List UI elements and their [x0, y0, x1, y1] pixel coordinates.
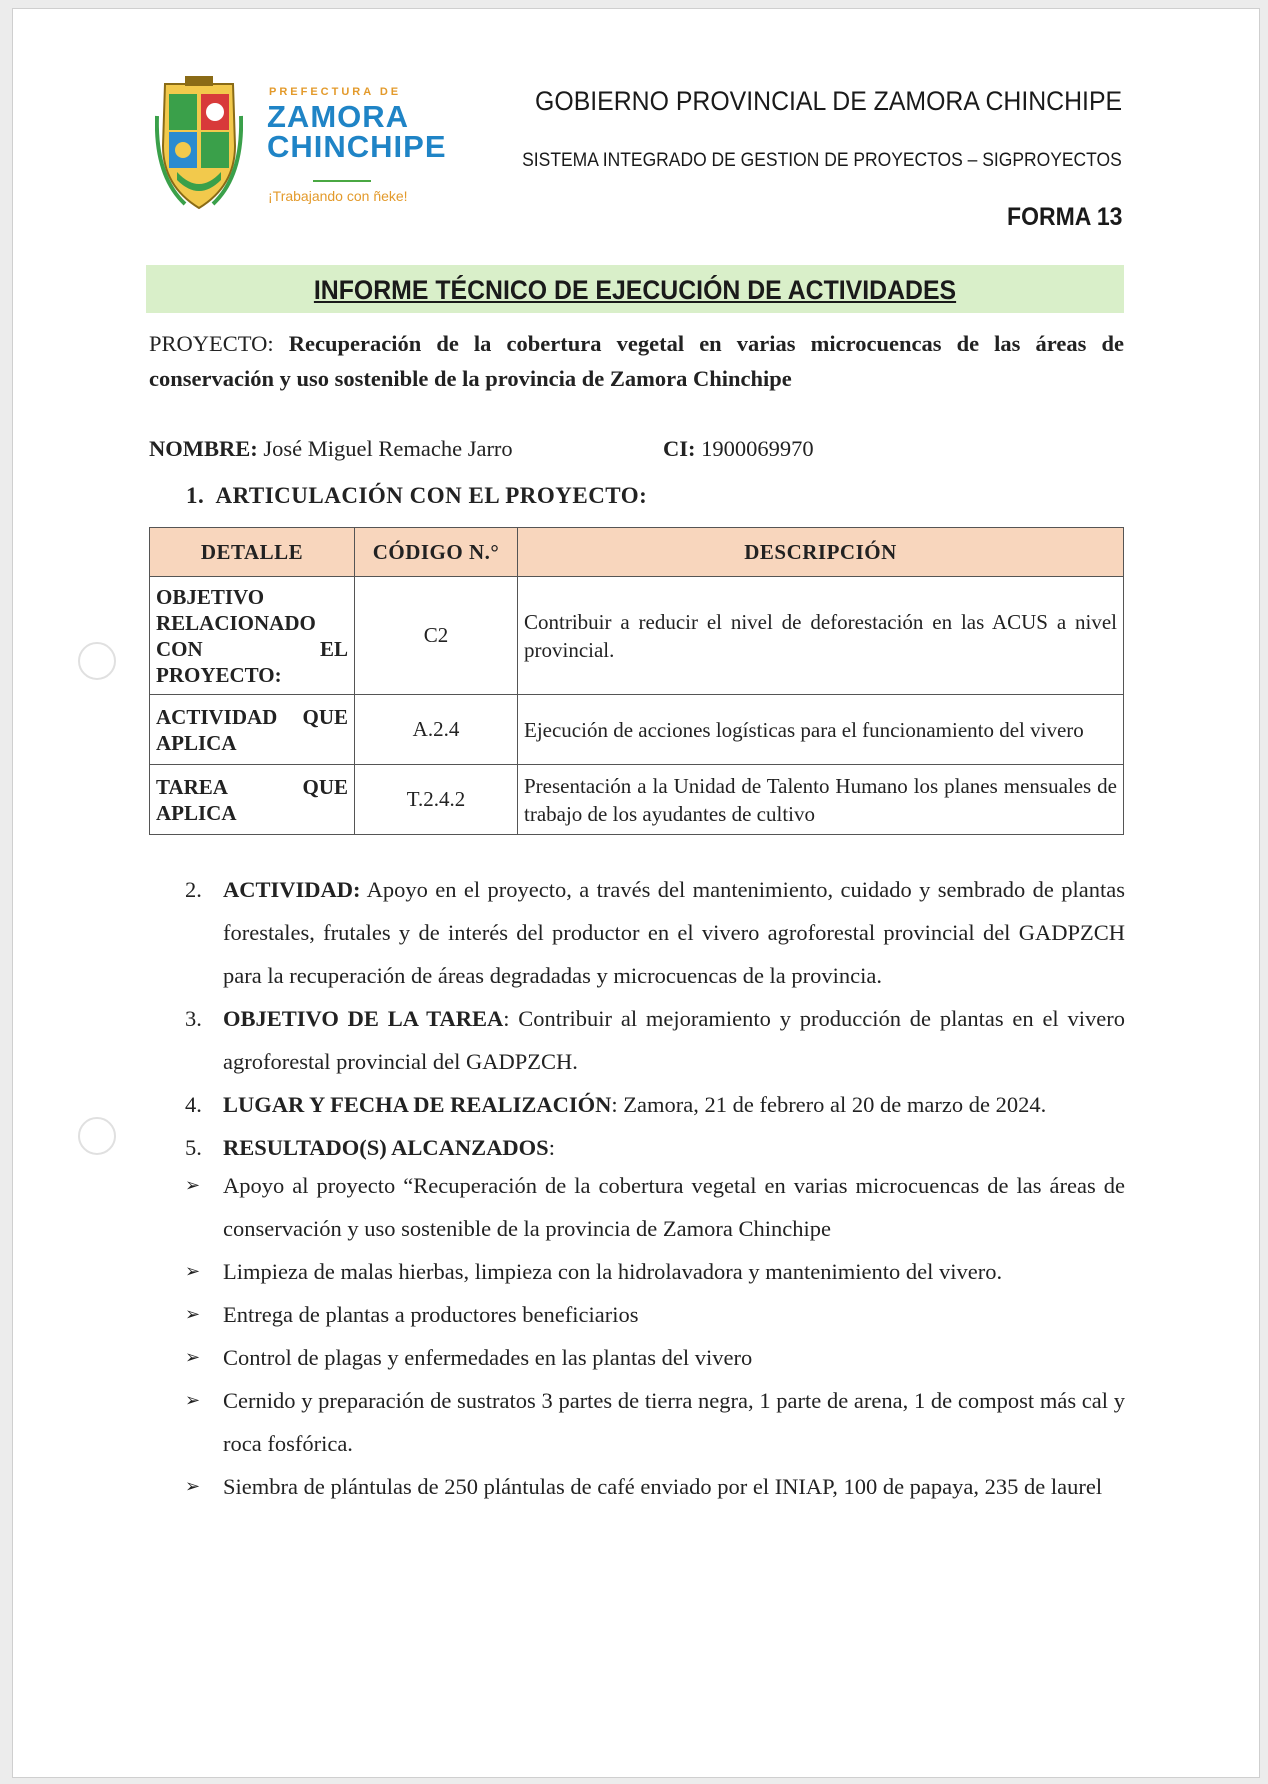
logo-small-text: PREFECTURA DE — [269, 86, 402, 98]
arrow-bullet-icon: ➢ — [185, 1175, 201, 1196]
forma-number: FORMA 13 — [1006, 203, 1122, 231]
codigo-cell: A.2.4 — [355, 695, 518, 765]
detalle-cell: TAREA QUE APLICA — [150, 765, 355, 835]
numbered-list — [185, 868, 1125, 1169]
nombre-label: NOMBRE: — [149, 436, 258, 461]
detalle-cell: OBJETIVO RELACIONADO CON EL PROYECTO: — [150, 577, 355, 695]
table-header-cell: DETALLE — [150, 528, 355, 577]
gobierno-heading: GOBIERNO PROVINCIAL DE ZAMORA CHINCHIPE — [534, 86, 1122, 116]
table-header-cell: CÓDIGO N.° — [355, 528, 518, 577]
list-item: ➢ Entrega de plantas a productores beneficiarios — [185, 1293, 1125, 1336]
list-item: ➢ Siembra de plántulas de 250 plántulas de café enviado por el INIAP, 100 de papaya, 235 de laurel — [185, 1465, 1125, 1508]
table-row — [150, 577, 1124, 695]
detalle-cell: ACTIVIDAD QUE APLICA — [150, 695, 355, 765]
proyecto-paragraph: PROYECTO: Recuperación de la cobertura vegetal en varias microcuencas de las áreas de conservación y uso sostenible de la provincia de Zamora Chinchipe — [149, 331, 1124, 391]
prefectura-logo — [155, 76, 455, 216]
section-1-heading: 1. ARTICULACIÓN CON EL PROYECTO: — [186, 483, 648, 508]
document-title: INFORME TÉCNICO DE EJECUCIÓN DE ACTIVIDADES — [313, 275, 957, 305]
arrow-bullet-icon: ➢ — [185, 1476, 201, 1497]
descripcion-cell: Presentación a la Unidad de Talento Humano los planes mensuales de trabajo de los ayudantes de cultivo — [518, 765, 1124, 835]
list-item: 5. RESULTADO(S) ALCANZADOS: — [185, 1135, 555, 1160]
nombre-value: José Miguel Remache Jarro — [263, 436, 513, 461]
list-item: ➢ Limpieza de malas hierbas, limpieza con la hidrolavadora y mantenimiento del vivero. — [185, 1250, 1125, 1293]
logo-big-text: ZAMORA CHINCHIPE — [267, 99, 447, 164]
punch-hole — [78, 1117, 116, 1155]
arrow-bullet-icon: ➢ — [185, 1304, 201, 1325]
articulacion-table — [149, 527, 1124, 835]
nombre-field — [149, 436, 513, 462]
title-band — [146, 265, 1124, 313]
list-item: 4. LUGAR Y FECHA DE REALIZACIÓN: Zamora, 21 de febrero al 20 de marzo de 2024. — [185, 1092, 1047, 1117]
proyecto-label: PROYECTO — [149, 331, 268, 356]
list-item: 2. ACTIVIDAD: Apoyo en el proyecto, a través del mantenimiento, cuidado y sembrado de plantas forestales, frutales y de interés del productor en el vivero agroforestal provincial del GADPZCH para la recuperación de áreas degradadas y microcuencas de la provincia. — [185, 877, 1125, 988]
table-header-cell: DESCRIPCIÓN — [518, 528, 1124, 577]
logo-divider — [313, 180, 371, 182]
proyecto-text: Recuperación de la cobertura vegetal en varias microcuencas de las áreas de conservación y uso sostenible de la provincia de Zamora Chinchipe — [149, 331, 1124, 391]
coat-of-arms-icon — [155, 76, 243, 214]
table-row — [150, 695, 1124, 765]
logo-slogan: ¡Trabajando con ñeke! — [268, 188, 408, 204]
ci-value: 1900069970 — [701, 436, 814, 461]
list-item: ➢ Control de plagas y enfermedades en las plantas del vivero — [185, 1336, 1125, 1379]
list-item: ➢ Cernido y preparación de sustratos 3 partes de tierra negra, 1 parte de arena, 1 de compost más cal y roca fosfórica. — [185, 1379, 1125, 1465]
list-item: 3. OBJETIVO DE LA TAREA: Contribuir al mejoramiento y producción de plantas en el vivero agroforestal provincial del GADPZCH. — [185, 1006, 1125, 1074]
punch-hole — [78, 642, 116, 680]
codigo-cell: C2 — [355, 577, 518, 695]
ci-label: CI: — [663, 436, 696, 461]
sistema-heading: SISTEMA INTEGRADO DE GESTION DE PROYECTOS – SIGPROYECTOS — [522, 150, 1122, 171]
table-row — [150, 765, 1124, 835]
ci-field — [663, 436, 814, 462]
table-header-row — [150, 528, 1124, 577]
arrow-bullet-icon: ➢ — [185, 1390, 201, 1411]
list-item: ➢ Apoyo al proyecto “Recuperación de la cobertura vegetal en varias microcuencas de las áreas de conservación y uso sostenible de la provincia de Zamora Chinchipe — [185, 1164, 1125, 1250]
arrow-bullet-icon: ➢ — [185, 1347, 201, 1368]
arrow-bullet-icon: ➢ — [185, 1261, 201, 1282]
descripcion-cell: Ejecución de acciones logísticas para el funcionamiento del vivero — [518, 695, 1124, 765]
descripcion-cell: Contribuir a reducir el nivel de deforestación en las ACUS a nivel provincial. — [518, 577, 1124, 695]
codigo-cell: T.2.4.2 — [355, 765, 518, 835]
resultados-list — [185, 1164, 1125, 1508]
